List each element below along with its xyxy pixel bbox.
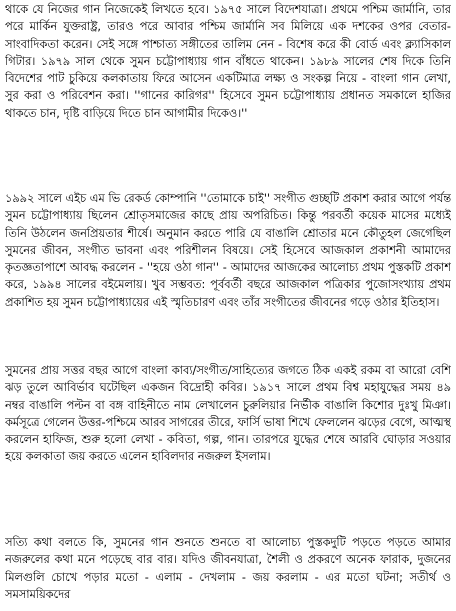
paragraph-3: সুমনের প্রায় সত্তর বছর আগে বাংলা কাব্য/সংগীত/সাহিত্যের জগতে ঠিক একই রকম বা আরো বেশি ঝড় তুলে আবির্ভাব ঘটেছিল একজন বিদ্রোহী কবির। ১৯১৭ সালে প্রথম বিশ্ব মহাযুদ্ধের সময় ৪৯ নম্বর বাঙালি পল্টন বা বঙ্গ বাহিনীতে নাম লেখালেন চুরুলিয়ার নির্ভীক বাঙালি কিশোর দুঃখু মিঞা। কর্মসূত্রে গেলেন উত্তর-পশ্চিমে আরব সাগরের তীরে, ফার্সি ভাষা শিখে ফেললেন ঝড়ের বেগে, আত্মস্থ করলেন হাফিজ, শুরু হলো লেখা - কবিতা, গল্প, গান। তারপরে যুদ্ধের শেষে আরবি ঘোড়ার সওয়ার হয়ে কলকাতা জয় করতে এলেন হাবিলদার নজরুল ইসলাম। [5,364,451,464]
paragraph-gap [5,346,451,362]
paragraph-4: সত্যি কথা বলতে কি, সুমনের গান শুনতে শুনতে বা আলোচ্য পুস্তকদুটি পড়তে পড়তে আমার নজরুলের কথা মনে পড়েছে বার বার। যদিও জীবনযাত্রা, শৈলী ও প্রকরণে অনেক ফারাক, দুজনের মিলগুলি চোখে পড়ার মতো - এলাম - দেখলাম - জয় করলাম - এর মতো ঘটনা; সতীর্থ ও সমসাময়িকদের [5,536,451,601]
paragraph-gap [5,174,451,190]
paragraph-gap [5,518,451,534]
paragraph-2: ১৯৯২ সালে এইচ এম ভি রেকর্ড কোম্পানি ''তোমাকে চাই'' সংগীত গুচ্ছটি প্রকাশ করার আগে পর্যন্ত সুমন চট্টোপাধ্যায় ছিলেন শ্রোতৃসমাজের কাছে প্রায় অপরিচিত। কিন্তু পরবর্তী কয়েক মাসের মধ্যেই তিনি উঠলেন জনপ্রিয়তার শীর্ষে। অনুমান করতে পারি যে বাঙালি শ্রোতার মনে কৌতুহল জেগেছিল সুমনের জীবন, সংগীত ভাবনা এবং পরিশীলন বিষয়ে। সেই হিসেবে আজকাল প্রকাশনী আমাদের কৃতজ্ঞতাপাশে আবদ্ধ করলেন - ''হয়ে ওঠা গান'' - আমাদের আজকের আলোচ্য প্রথম পুস্তকটি প্রকাশ করে, ১৯৯৪ সালের বইমেলায়। খুব সম্ভবত: পূর্ববর্তী বছরে আজকাল পত্রিকার পুজোসংখ্যায় প্রথম প্রকাশিত হয় সুমন চট্টোপাধ্যায়ের এই স্মৃতিচারণ এবং তাঁর সংগীতের জীবনের গড়ে ওঠার ইতিহাস। [5,192,451,309]
paragraph-1: থাকে যে নিজের গান নিজেকেই লিখতে হবে। ১৯৭৫ সালে বিদেশযাত্রা। প্রথমে পশ্চিম জার্মানি, তার পরে মার্কিন যুক্তরাষ্ট্র, তারও পরে আবার পশ্চিম জার্মানি সব মিলিয়ে এক দশকের ওপর বেতার-সাংবাদিকতা করেন। সেই সঙ্গে পাশ্চাত্য সঙ্গীতের তালিম নেন - বিশেষ করে কী বোর্ড এবং ক্ল্যাসিকাল গিটার। ১৯৭৯ সাল থেকে সুমন চট্টোপাধ্যায় গান বাঁধতে থাকেন। ১৯৮৯ সালের শেষ দিকে তিনি বিদেশের পাট চুকিয়ে কলকাতায় ফিরে আসেন একটিমাত্র লক্ষ্য ও সংকল্প নিয়ে - বাংলা গান লেখা, সুর করা ও পরিবেশন করা। ''গানের কারিগর'' হিসেবে সুমন চট্টোপাধ্যায় প্রধানত সমকালে হাজির থাকতে চান, দৃষ্টি বাড়িয়ে দিতে চান আগামীর দিকেও।'' [5,3,451,120]
